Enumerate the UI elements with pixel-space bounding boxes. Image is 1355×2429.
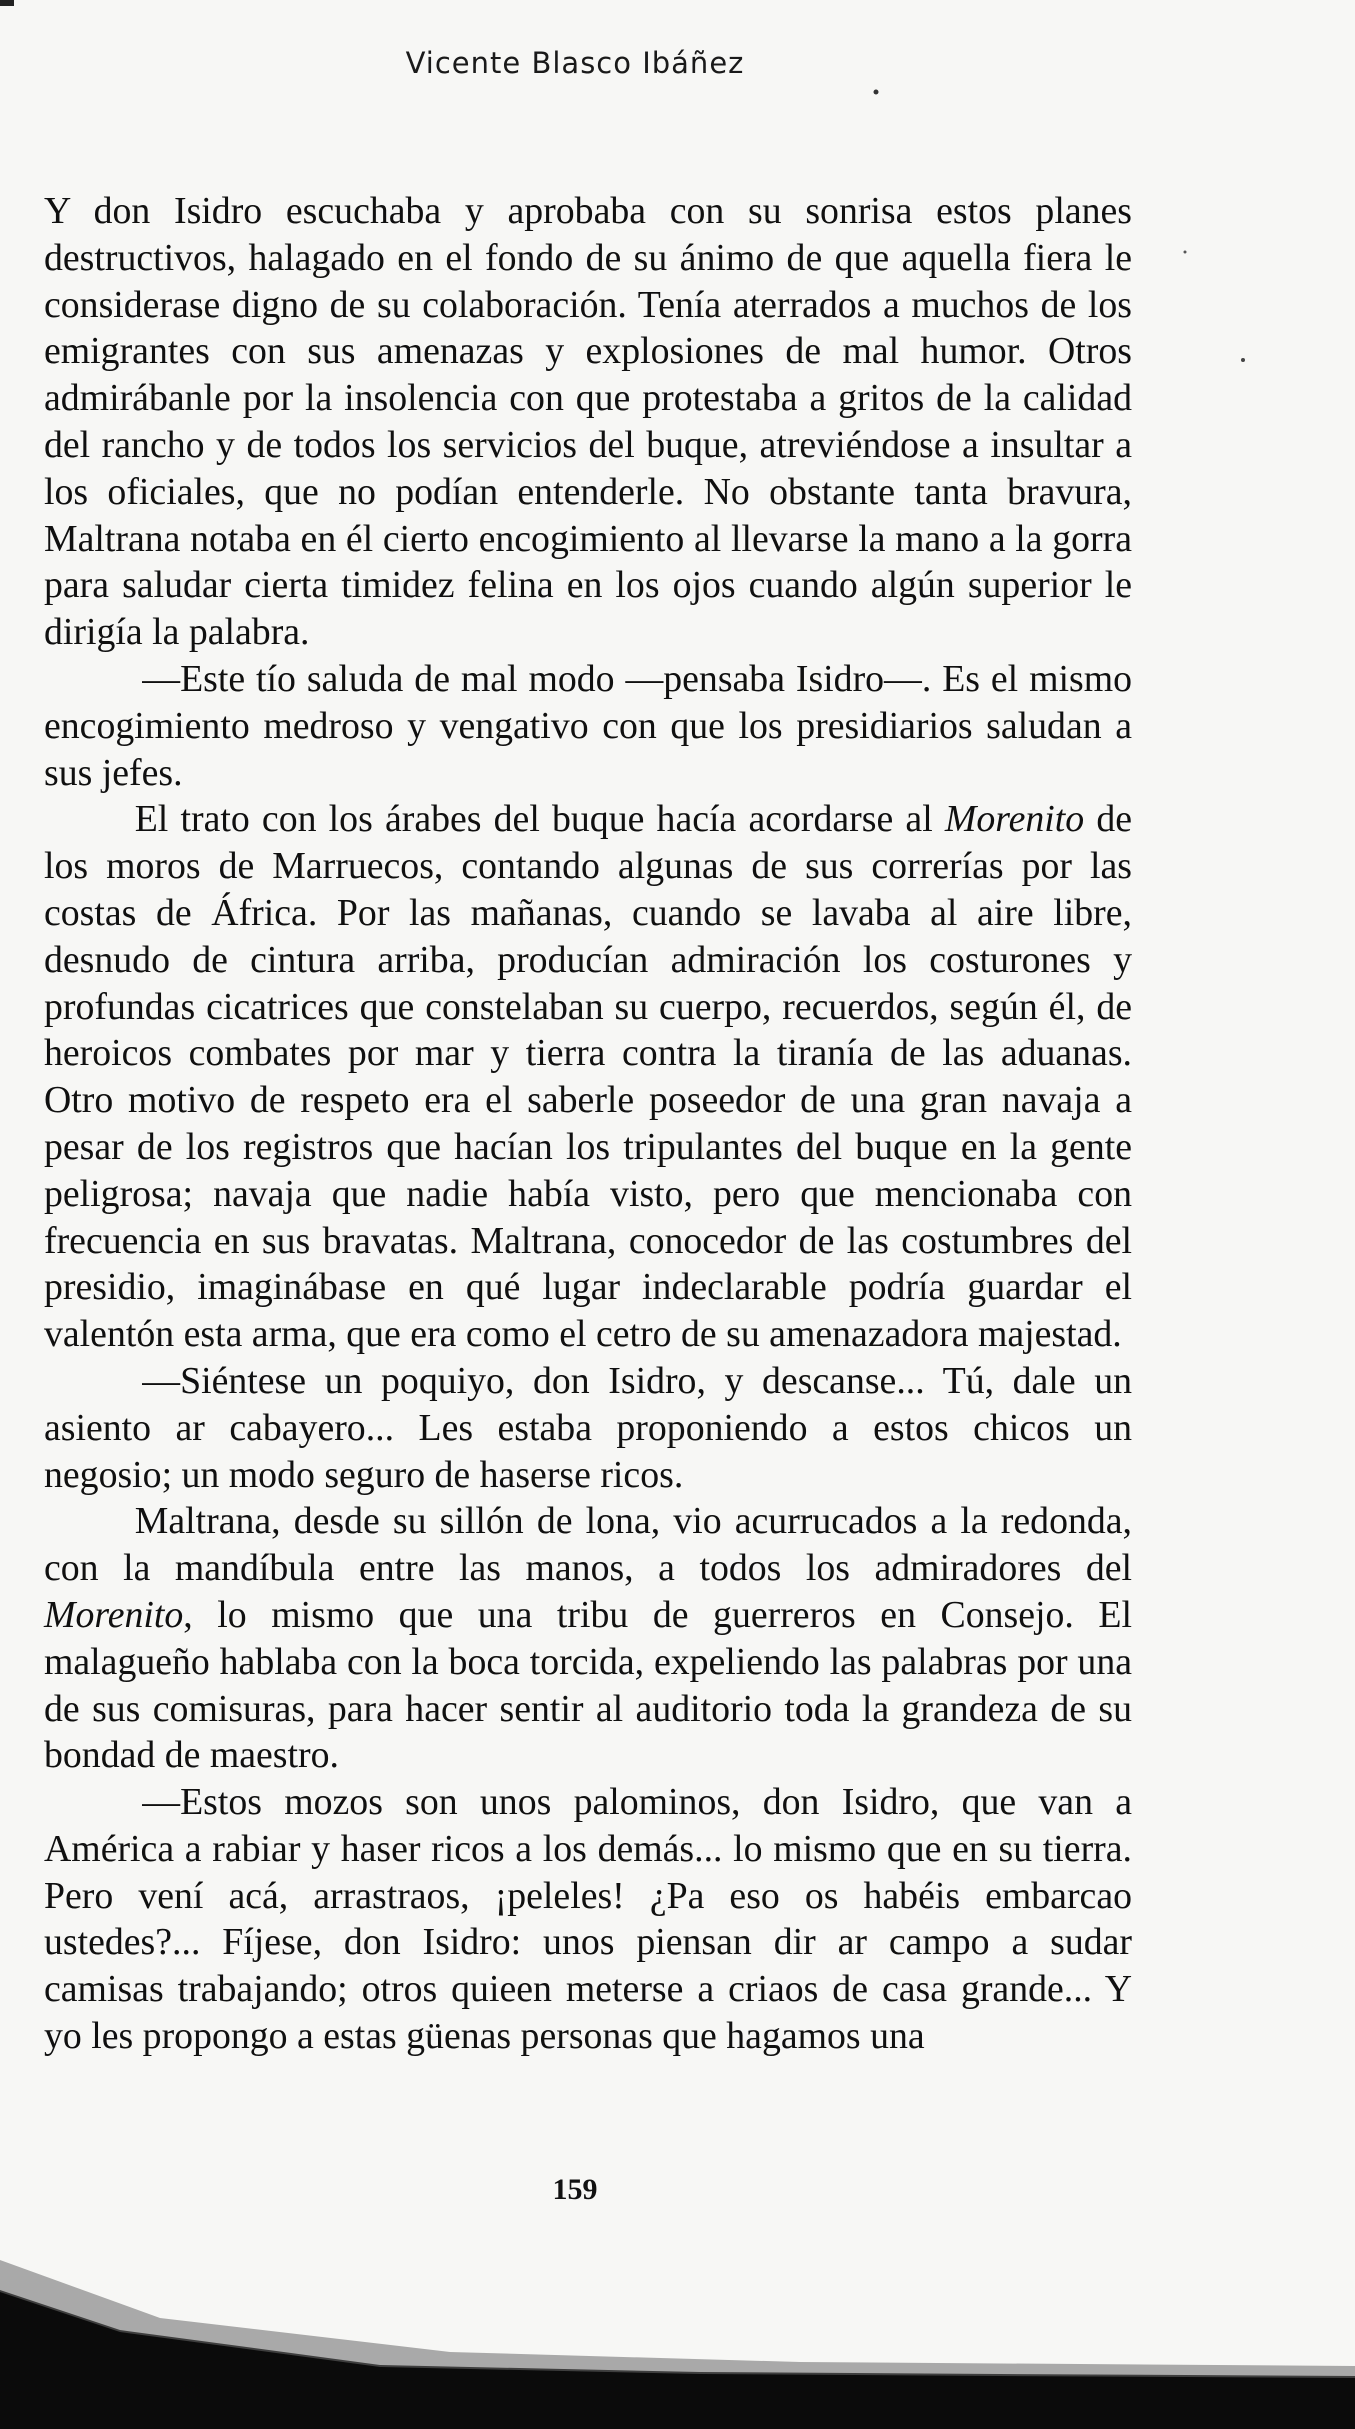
paragraph-3-text-after: de los moros de Marruecos, contando algunas de sus correrías por las costas de África. Por las mañanas, cuando se lavaba al aire libre, desnudo de cintura arriba, producían admiración los costurones y profundas cicatrices que constelaban su cuerpo, recuerdos, según él, de heroicos combates por mar y tierra contra la tiranía de las aduanas. Otro motivo de respeto era el saberle poseedor de una gran navaja a pesar de los registros que hacían los tripulantes del buque en la gente peligrosa; navaja que nadie había visto, pero que mencionaba con frecuencia en sus bravatas. Maltrana, conocedor de las costumbres del presidio, imaginábase en qué lugar indeclarable podría guardar el valentón esta arma, que era como el cetro de su amenazadora majestad. — [44, 798, 1132, 1356]
speck — [874, 90, 879, 95]
paragraph-4: —Siéntese un poquiyo, don Isidro, y descanse... Tú, dale un asiento ar cabayero... Les estaba proponiendo a estos chicos un negosio; un modo seguro de haserse ricos. — [44, 1359, 1132, 1496]
paragraph-3-text-before: El trato con los árabes del buque hacía acordarse al — [134, 798, 945, 841]
paragraph-1: Y don Isidro escuchaba y aprobaba con su sonrisa estos planes destructivos, halagado en el fondo de su ánimo de que aquella fiera le considerase digno de su colaboración. Tenía aterrados a muchos de los emigrantes con sus amenazas y explosiones de mal humor. Otros admirábanle por la insolencia con que protestaba a gritos de la calidad del rancho y de todos los servicios del buque, atreviéndose a insultar a los oficiales, que no podían entenderle. No obstante tanta bravura, Maltrana notaba en él cierto encogimiento al llevarse la mano a la gorra para saludar cierta timidez felina en los ojos cuando algún superior le dirigía la palabra. — [44, 190, 1132, 654]
running-head: Vicente Blasco Ibáñez — [405, 46, 745, 80]
paragraph-5-text-after: , lo mismo que una tribu de guerreros en Consejo. El malagueño hablaba con la boca torcida, expeliendo las palabras por una de sus comisuras, para hacer sentir al auditorio toda la grandeza de su bondad de maestro. — [44, 1593, 1132, 1777]
speck — [1241, 358, 1245, 362]
paragraph-5-italic: Morenito — [44, 1593, 184, 1636]
paragraph-5-text-before: Maltrana, desde su sillón de lona, vio acurrucados a la redonda, con la mandíbula entre las manos, a todos los admiradores del — [44, 1500, 1132, 1590]
bottom-gutter-fade — [0, 2260, 1355, 2378]
paragraph-3 — [44, 796, 1132, 1358]
paragraph-2: —Este tío saluda de mal modo —pensaba Isidro—. Es el mismo encogimiento medroso y vengativo con que los presidiarios saludan a sus jefes. — [44, 657, 1132, 794]
top-left-mark — [0, 0, 14, 6]
paragraph-6: —Estos mozos son unos palominos, don Isidro, que van a América a rabiar y haser ricos a los demás... lo mismo que en su tierra. Pero vení acá, arrastraos, ¡peleles! ¿Pa eso os habéis embarcao ustedes?... Fíjese, don Isidro: unos piensan dir ar campo a sudar camisas trabajando; otros quieen meterse a criaos de casa grande... Y yo les propongo a estas güenas personas que hagamos una — [44, 1781, 1132, 2058]
page-number: 159 — [552, 2173, 598, 2206]
speck — [1184, 251, 1187, 254]
paragraph-3-italic: Morenito — [944, 798, 1085, 841]
bottom-gutter-shadow — [0, 2290, 1355, 2429]
paragraph-5 — [44, 1498, 1132, 1779]
body-text — [44, 188, 1132, 2060]
